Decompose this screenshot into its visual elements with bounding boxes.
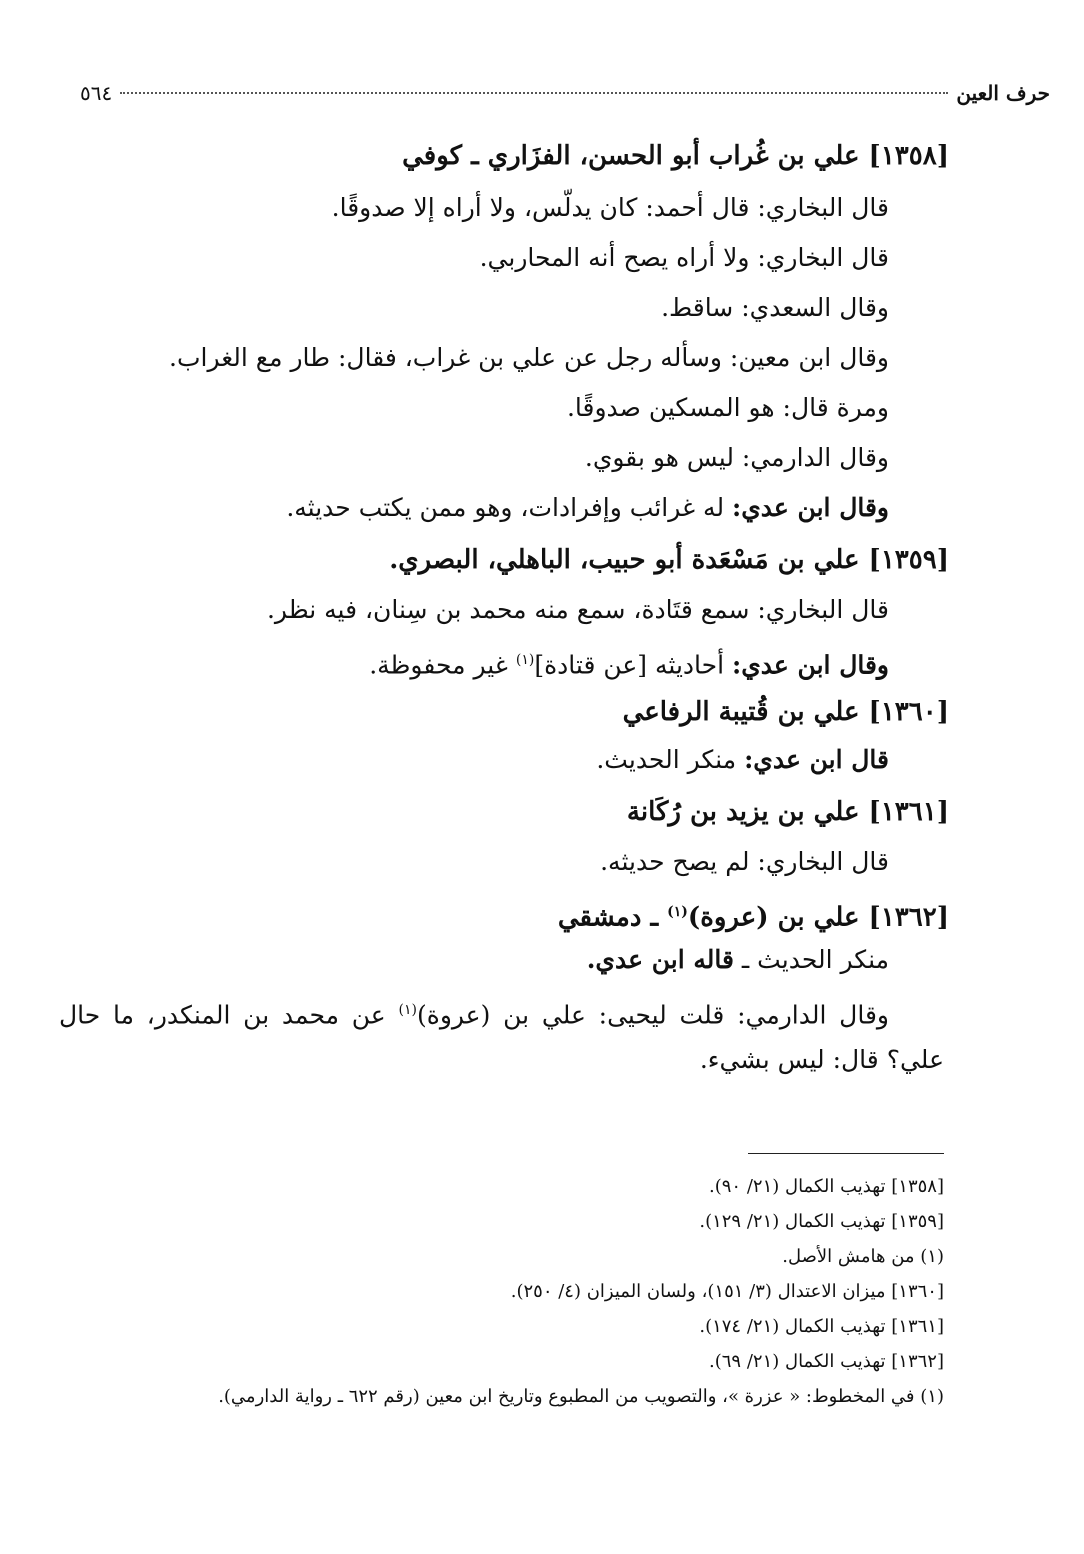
entry-1359-title: [١٣٥٩] علي بن مَسْعَدة أبو حبيب، الباهلي، البصري. (389, 545, 949, 575)
citation-text: أحاديثه [عن قتادة] (534, 650, 733, 680)
entry-title-text: [١٣٦٢] علي بن (عروة) (687, 902, 949, 933)
footnote: [١٣٥٩] تهذيب الكمال (٢١/ ١٢٩). (699, 1211, 944, 1232)
entry-1358-line: ومرة قال: هو المسكين صدوقًا. (566, 393, 889, 422)
footnote: (١) في المخطوط: « عزرة »، والتصويب من المطبوع وتاريخ ابن معين (رقم ٦٢٢ ـ رواية الدارمي). (218, 1386, 944, 1407)
citation-label: وقال ابن عدي: (732, 650, 889, 680)
citation-label: وقال ابن عدي: (732, 493, 889, 522)
page-number: ٥٦٤ (80, 81, 113, 105)
entry-1358-line: قال البخاري: قال أحمد: كان يدلّس، ولا أراه إلا صدوقًا. (331, 193, 889, 222)
citation-text: له غرائب وإفرادات، وهو ممن يكتب حديثه. (286, 493, 733, 522)
footnote-marker: (١) (667, 904, 688, 920)
footnote-marker: (١) (398, 1002, 417, 1018)
footnote: [١٣٥٨] تهذيب الكمال (٢١/ ٩٠). (709, 1176, 944, 1197)
footnote: [١٣٦٠] ميزان الاعتدال (٣/ ١٥١)، ولسان الميزان (٤/ ٢٥٠). (510, 1281, 944, 1302)
header-dotted-rule (120, 92, 948, 94)
entry-1358-line: وقال السعدي: ساقط. (661, 293, 889, 322)
entry-1358-line: وقال ابن معين: وسأله رجل عن علي بن غراب، فقال: طار مع الغراب. (169, 343, 889, 372)
entry-1362-line: علي؟ قال: ليس بشيء. (699, 1045, 944, 1074)
page-header (40, 76, 1050, 110)
entry-1358-line: قال البخاري: ولا أراه يصح أنه المحاربي. (479, 243, 889, 272)
citation-text: وقال الدارمي: قلت ليحيى: علي بن (عروة) (416, 1000, 889, 1030)
entry-1360-title: [١٣٦٠] علي بن قُتيبة الرفاعي (622, 697, 949, 727)
entry-1360-line (596, 740, 889, 780)
entry-1362-title (558, 892, 949, 932)
entry-1362-line (59, 990, 889, 1030)
entry-1358-line: وقال الدارمي: ليس هو بقوي. (584, 443, 889, 472)
footnote-separator (748, 1153, 944, 1154)
entry-1358-title: [١٣٥٨] علي بن غُراب أبو الحسن، الفزَاري ـ كوفي (402, 141, 949, 171)
citation-text: عن محمد بن المنكدر، ما حال (59, 1000, 399, 1030)
footnote: [١٣٦٢] تهذيب الكمال (٢١/ ٦٩). (709, 1351, 944, 1372)
entry-1361-line: قال البخاري: لم يصح حديثه. (600, 847, 889, 876)
entry-1359-line: قال البخاري: سمع قتَادة، سمع منه محمد بن سِنان، فيه نظر. (266, 595, 889, 624)
entry-1361-title: [١٣٦١] علي بن يزيد بن رُكَانة (626, 797, 949, 827)
citation-text: غير محفوظة. (369, 650, 516, 680)
entry-1358-line (286, 488, 889, 528)
running-title: حرف العين (956, 81, 1050, 105)
citation-text: منكر الحديث ـ (733, 945, 889, 974)
footnote-marker: (١) (515, 652, 535, 668)
entry-1359-line (369, 640, 889, 680)
footnote: [١٣٦١] تهذيب الكمال (٢١/ ١٧٤). (699, 1316, 944, 1337)
entry-title-text: ـ دمشقي (557, 902, 668, 933)
citation-label: قاله ابن عدي. (586, 945, 734, 974)
citation-text: منكر الحديث. (596, 745, 745, 774)
entry-1362-line (587, 940, 889, 980)
citation-label: قال ابن عدي: (744, 745, 889, 774)
footnote: (١) من هامش الأصل. (782, 1246, 944, 1267)
